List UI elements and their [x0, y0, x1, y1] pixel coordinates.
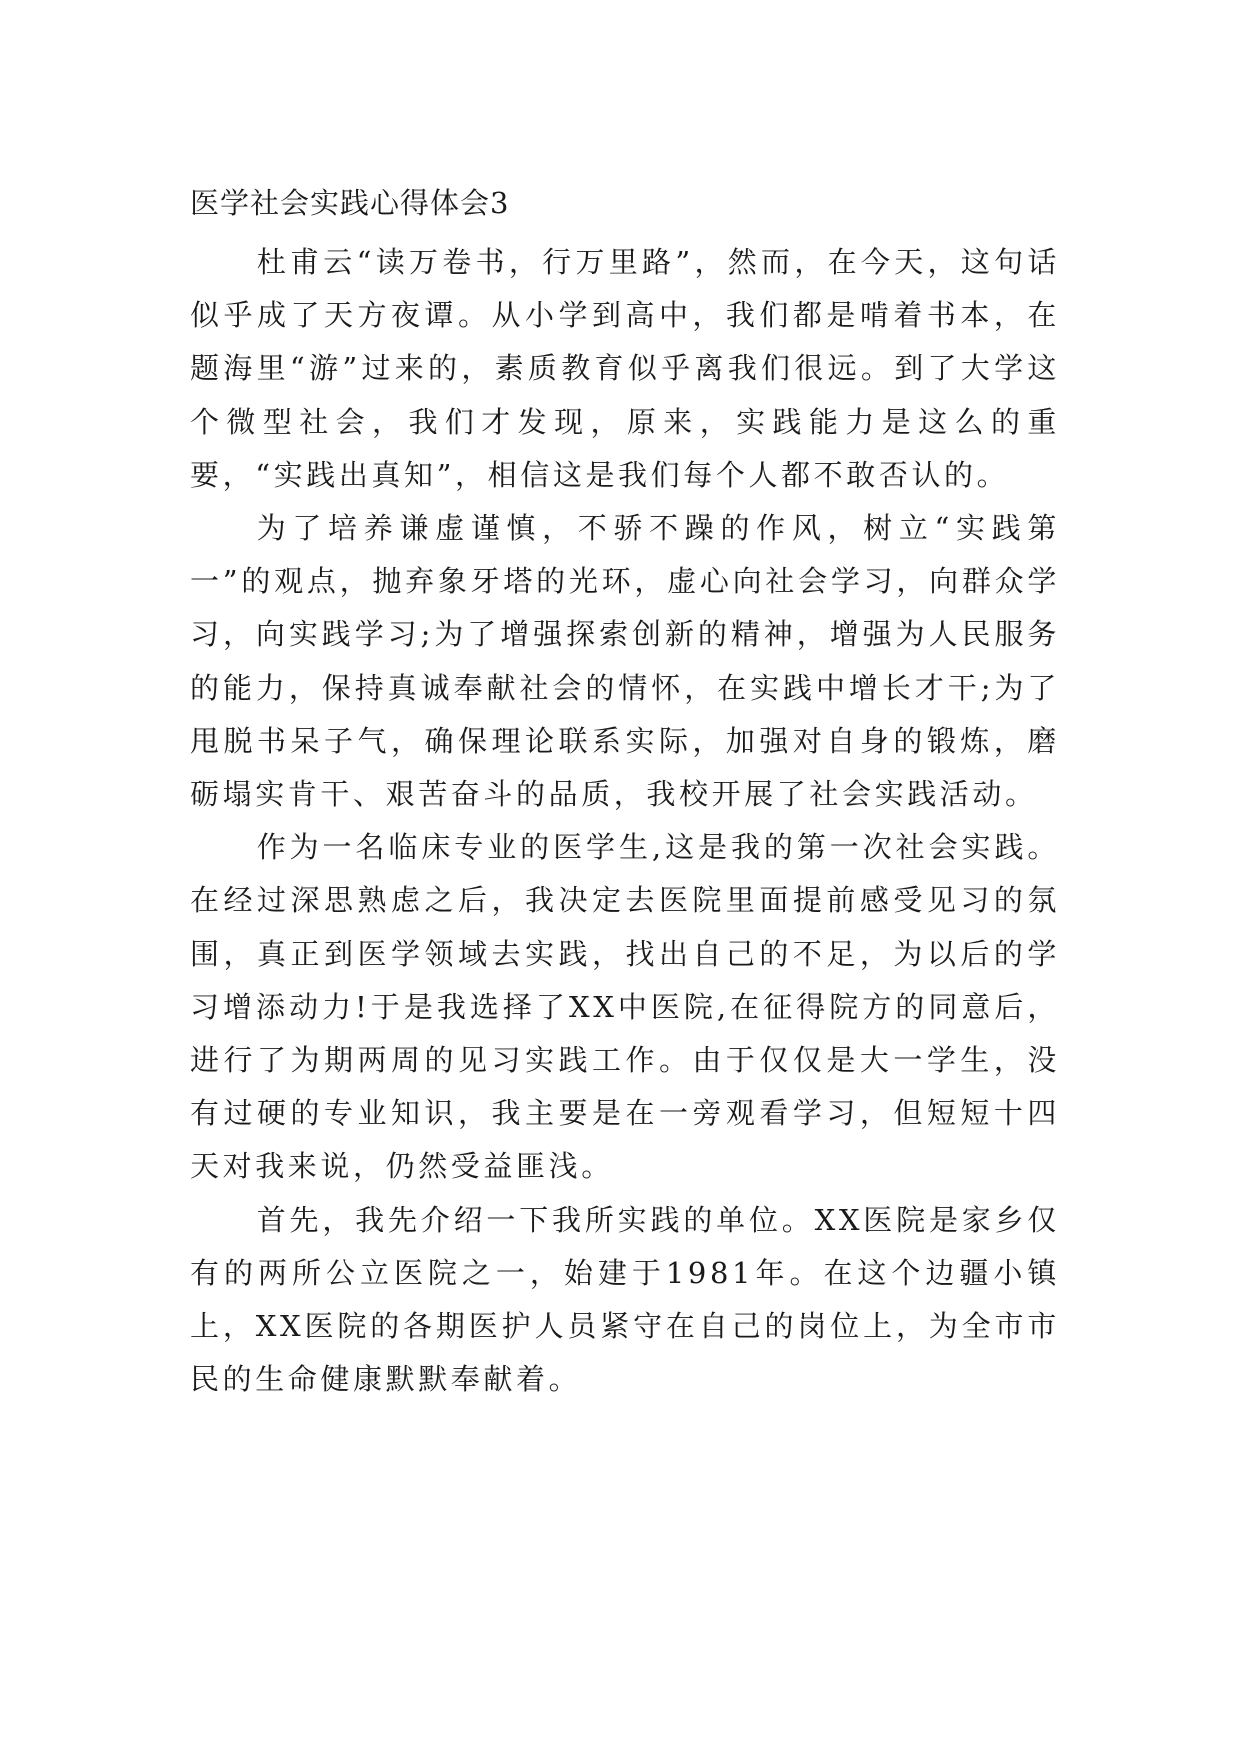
document-body: [190, 183, 1060, 1406]
paragraph-2: 为了培养谦虚谨慎，不骄不躁的作风，树立“实践第一”的观点，抛弃象牙塔的光环，虚心向社会学习，向群众学习，向实践学习;为了增强探索创新的精神，增强为人民服务的能力，保持真诚奉献社会的情怀，在实践中增长才干;为了甩脱书呆子气，确保理论联系实际，加强对自身的锻炼，磨砺塌实肯干、艰苦奋斗的品质，我校开展了社会实践活动。: [190, 511, 1060, 812]
paragraph-4: 首先，我先介绍一下我所实践的单位。XX医院是家乡仅有的两所公立医院之一，始建于1981年。在这个边疆小镇上，XX医院的各期医护人员紧守在自己的岗位上，为全市市民的生命健康默默奉献着。: [190, 1202, 1060, 1397]
paragraph-1: 杜甫云“读万卷书，行万里路”，然而，在今天，这句话似乎成了天方夜谭。从小学到高中，我们都是啃着书本，在题海里“游”过来的，素质教育似乎离我们很远。到了大学这个微型社会，我们才发现，原来，实践能力是这么的重要，“实践出真知”，相信这是我们每个人都不敢否认的。: [190, 245, 1060, 492]
document-title: 医学社会实践心得体会3: [190, 186, 510, 220]
paragraph-3: 作为一名临床专业的医学生,这是我的第一次社会实践。在经过深思熟虑之后，我决定去医院里面提前感受见习的氛围，真正到医学领域去实践，找出自己的不足，为以后的学习增添动力!于是我选择了XX中医院,在征得院方的同意后，进行了为期两周的见习实践工作。由于仅仅是大一学生，没有过硬的专业知识，我主要是在一旁观看学习，但短短十四天对我来说，仍然受益匪浅。: [190, 830, 1060, 1184]
